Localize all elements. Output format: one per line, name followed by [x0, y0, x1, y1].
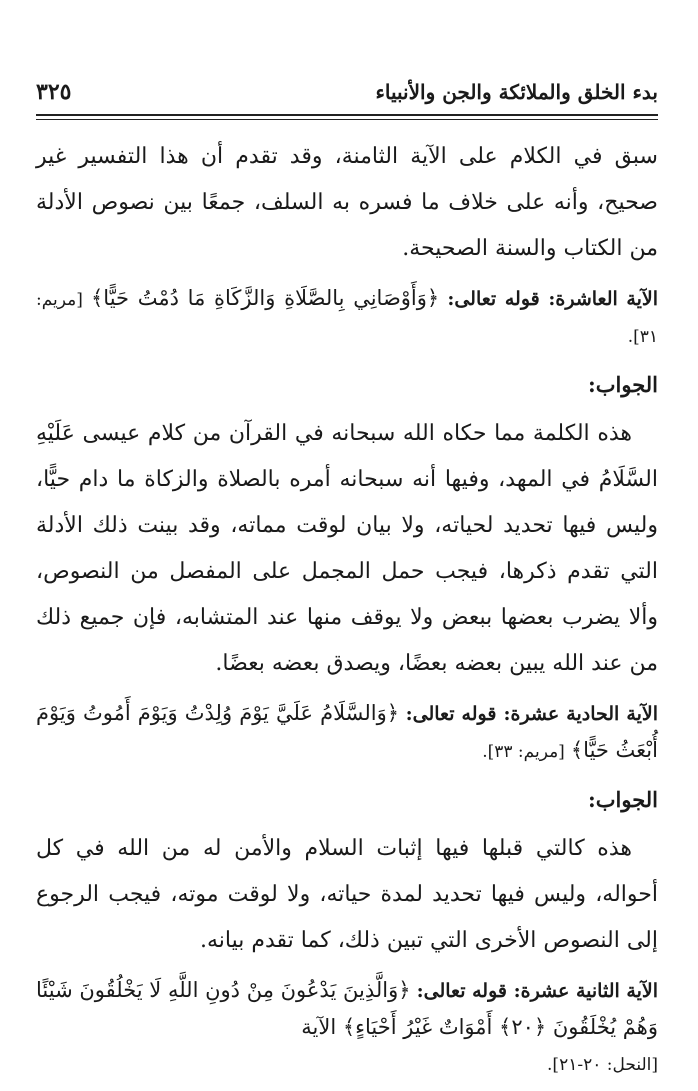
paragraph-3: هذه كالتي قبلها فيها إثبات السلام والأمن له من الله في كل أحواله، وليس فيها تحديد لمدة حياته، ولا لوقت موته، فيجب الرجوع إلى النصوص الأخرى التي تبين ذلك، كما تقدم بيانه.	[36, 836, 658, 953]
ayah-10-label: الآية العاشرة: قوله تعالى:	[447, 288, 659, 310]
ayah-11-text: ﴿وَالسَّلَامُ عَلَيَّ يَوْمَ وُلِدْتُ وَيَوْمَ أَمُوتُ وَيَوْمَ أُبْعَثُ حَيًّا﴾	[36, 701, 658, 762]
ayah-12-ref: [النحل: ٢٠-٢١].	[547, 1055, 658, 1075]
running-header	[36, 72, 658, 112]
paragraph-1: سبق في الكلام على الآية الثامنة، وقد تقدم أن هذا التفسير غير صحيح، وأنه على خلاف ما فسره به السلف، جمعًا بين نصوص الأدلة من الكتاب والسنة الصحيحة.	[36, 144, 658, 261]
ayah-10-heading	[36, 280, 658, 355]
ayah-12-label: الآية الثانية عشرة: قوله تعالى:	[416, 980, 658, 1002]
header-rule-thick	[36, 114, 658, 116]
header-rule-thin	[36, 119, 658, 120]
paragraph-2: هذه الكلمة مما حكاه الله سبحانه في القرآن من كلام عيسى عَلَيْهِ السَّلَامُ في المهد، وفيها أنه سبحانه أمره بالصلاة والزكاة ما دام حيًّا، وليس فيها تحديد لحياته، ولا بيان لوقت مماته، وقد بينت ذلك الأدلة التي تقدم ذكرها، فيجب حمل المجمل على المفصل من النصوص، وألا يضرب بعضها ببعض ولا يوقف منها عند المتشابه، فإن جميع ذلك من عند الله يبين بعضه بعضًا، ويصدق بعضه بعضًا.	[36, 421, 658, 676]
ayah-11-heading	[36, 695, 658, 770]
ayah-12-heading	[36, 972, 658, 1046]
answer-heading-2: الجواب:	[588, 787, 658, 812]
ayah-10-text: ﴿وَأَوْصَانِي بِالصَّلَاةِ وَالزَّكَاةِ مَا دُمْتُ حَيًّا﴾	[91, 286, 440, 310]
page-number: ٣٢٥	[36, 79, 72, 105]
ayah-10-ref: [مريم: ٣١].	[36, 290, 658, 347]
ayah-11-ref: [مريم: ٣٣].	[482, 742, 565, 762]
answer-heading-1: الجواب:	[588, 372, 658, 397]
ayah-11-label: الآية الحادية عشرة: قوله تعالى:	[405, 703, 658, 725]
ayah-12-text: ﴿وَالَّذِينَ يَدْعُونَ مِنْ دُونِ اللَّهِ لَا يَخْلُقُونَ شَيْئًا وَهُمْ يُخْلَقُونَ ﴿٢٠﴾ أَمْوَاتٌ غَيْرُ أَحْيَاءٍ﴾ الآية	[36, 978, 658, 1039]
running-title: بدء الخلق والملائكة والجن والأنبياء	[375, 80, 658, 104]
page-body	[36, 134, 658, 1080]
